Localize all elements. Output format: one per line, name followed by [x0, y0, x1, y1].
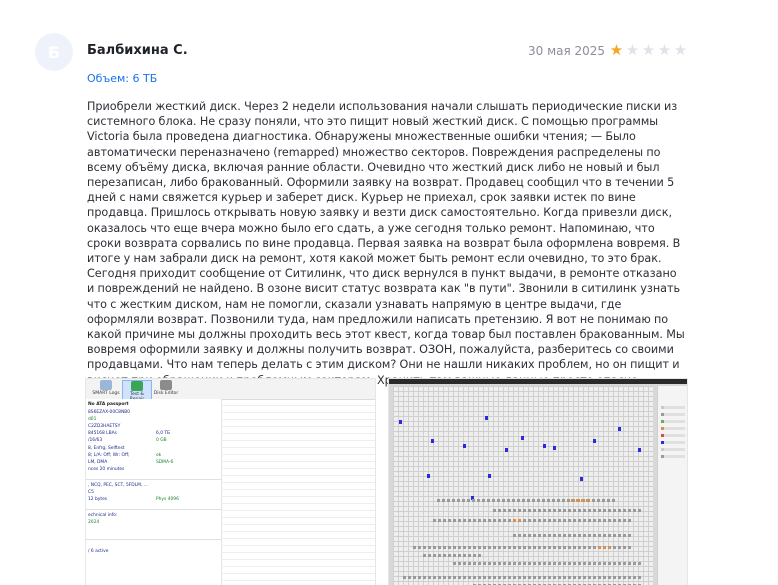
passport-line: No ATA passport	[88, 402, 129, 407]
passport-line: /16/63	[88, 438, 103, 443]
avatar-letter: Б	[47, 42, 61, 62]
star-icon: ★	[641, 41, 656, 59]
bad-sector-mark	[553, 446, 556, 450]
passport-line: 12 bytes	[88, 497, 108, 502]
slow-sector-row	[513, 534, 633, 537]
passport-line: / 6 active	[88, 549, 109, 554]
passport-line: C5	[88, 490, 94, 495]
review-photo-victoria[interactable]	[85, 378, 376, 585]
smart-logs-tool	[92, 380, 120, 396]
legend-row	[661, 413, 685, 416]
slow-sector-row	[543, 546, 633, 549]
passport-line: Phys 4096	[156, 497, 179, 502]
bad-sector-mark	[618, 427, 621, 431]
victoria-empty-area	[221, 399, 375, 585]
bad-sector-mark	[485, 416, 488, 420]
bad-sector-mark	[505, 448, 508, 452]
passport-line: , NCQ, PEC, SCT, 5FDLM, ...	[88, 483, 148, 488]
legend-row	[661, 441, 685, 444]
tool-label: Disk Editor	[153, 391, 179, 396]
delayed-sector-row	[598, 546, 610, 549]
plus-icon	[131, 381, 143, 391]
legend-swatch	[661, 448, 664, 451]
legend-swatch	[661, 434, 664, 437]
legend-swatch	[661, 420, 664, 423]
passport-line: 8; L/A: Off; Wr: Off;	[88, 453, 130, 458]
passport-line: 845168 LBAs	[88, 431, 117, 436]
passport-line: C2ZD3HAETSY	[88, 424, 121, 429]
bad-sector-mark	[399, 420, 402, 424]
review-photo-sector-map[interactable]	[388, 378, 688, 585]
review-date: 30 мая 2025	[528, 44, 606, 58]
smart-icon	[100, 380, 112, 390]
passport-line: 8, Enfrg, Selftest	[88, 446, 125, 451]
divider	[86, 479, 221, 480]
sector-map-legend	[657, 386, 688, 585]
bad-sector-mark	[463, 444, 466, 448]
bad-sector-mark	[593, 439, 596, 443]
passport-line: echnical info:	[88, 513, 118, 518]
passport-line: SDMA-6	[156, 460, 174, 465]
passport-line: 6,0 ТБ	[156, 431, 171, 436]
tool-label: Test &	[130, 392, 144, 397]
sector-map-grid	[393, 386, 653, 585]
victoria-passport-panel	[86, 399, 222, 585]
passport-line: 2024	[88, 520, 100, 525]
bad-sector-mark	[521, 436, 524, 440]
star-icon: ★	[609, 41, 624, 59]
passport-line: LM, DMA	[88, 460, 108, 465]
author-name: Балбихина С.	[87, 43, 188, 58]
variant-volume[interactable]: Объем: 6 ТБ	[87, 72, 158, 85]
tool-label: SMART Logs	[92, 391, 120, 396]
disk-editor-tool	[152, 380, 180, 396]
bad-sector-mark	[543, 444, 546, 448]
slow-sector-row	[453, 562, 643, 565]
legend-row	[661, 434, 685, 437]
star-icon: ★	[673, 41, 688, 59]
slow-sector-row	[423, 554, 483, 557]
delayed-sector-row	[513, 519, 523, 522]
slow-sector-row	[493, 509, 643, 512]
legend-row	[661, 455, 685, 458]
map-titlebar	[389, 379, 687, 384]
disk-icon	[160, 380, 172, 390]
legend-swatch	[661, 427, 664, 430]
victoria-toolbar	[86, 379, 375, 400]
bad-sector-mark	[431, 439, 434, 443]
legend-swatch	[661, 406, 664, 409]
legend-swatch	[661, 455, 664, 458]
legend-row	[661, 427, 685, 430]
legend-row	[661, 448, 685, 451]
legend-row	[661, 406, 685, 409]
star-icon: ★	[657, 41, 672, 59]
slow-sector-row	[403, 576, 643, 579]
legend-swatch	[661, 441, 664, 444]
legend-swatch	[661, 413, 664, 416]
delayed-sector-row	[571, 499, 591, 502]
passport-line: d01	[88, 417, 97, 422]
passport-line: nces 20 minutes	[88, 467, 125, 472]
slow-sector-row	[433, 519, 633, 522]
bad-sector-mark	[488, 474, 491, 478]
divider	[86, 539, 221, 540]
rating-stars	[609, 42, 688, 58]
avatar	[35, 33, 73, 71]
star-icon: ★	[625, 41, 640, 59]
bad-sector-mark	[580, 477, 583, 481]
bad-sector-mark	[427, 474, 430, 478]
passport-line: ok	[156, 453, 162, 458]
legend-row	[661, 420, 685, 423]
passport-line: 0 GB	[156, 438, 167, 443]
passport-line: 8S6EZAX-00C8NB0	[88, 410, 131, 415]
review-text: Приобрели жесткий диск. Через 2 недели использования начали слышать периодические писки из системного блока. Не сразу поняли, что это пищит новый жесткий диск. С помощью программы Victoria была проведена диагностика. Обнаружены множественные ошибки чтения; — Было автоматически переназначено (remapped) множество секторов. Повреждения распределены по всему объёму диска, включая ранние области. Очевидно что жесткий диск либо не новый и был перезаписан, либо бракованный. Оформили заявку на возврат. Продавец сообщил что в течении 5 дней с нами свяжется курьер и заберет диск. Курьер не приехал, срок заявки истек по вине продавца. Пришлось открывать новую заявку и везти диск самостоятельно. Когда привезли диск, оказалось что еще вчера можно было его сдать, а уже сегодня только ремонт. Напоминаю, что сроки возврата сорвались по вине продавца. Первая заявка на возврат была оформлена вовремя. В итоге у нам забрали диск на ремонт, хотя какой может быть ремонт если очевидно, то это брак. Сегодня приходит сообщение от Ситилинк, что диск вернулся в пункт выдачи, в ремонте отказано и повреждений не найдено. В озоне висит статус возврата как "в пути". Звонили в ситилинк узнать что с жестким диском, нам не помогли, сказали узнавать напрямую в центре выдачи, где оформляли возврат. Позвонили туда, нам предложили написать претензию. Я вот не понимаю по какой причине мы должны проходить весь этот квест, когда товар был поставлен бракованным. Мы вовремя оформили заявку и должны получить возврат. ОЗОН, пожалуйста, разберитесь со своими продавцами. Что нам теперь делать с этим диском? Они не нашли никаких проблем, но он пищит и	[87, 100, 685, 372]
bad-sector-mark	[638, 448, 641, 452]
divider	[86, 509, 221, 510]
